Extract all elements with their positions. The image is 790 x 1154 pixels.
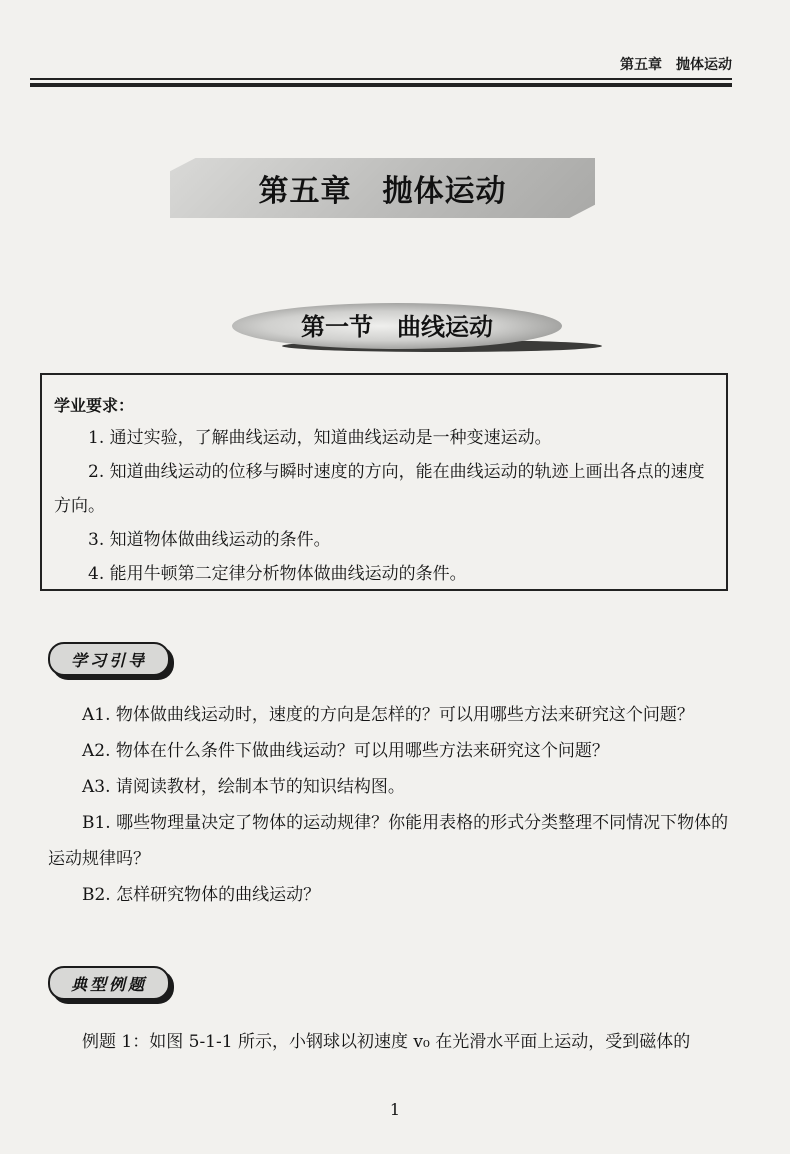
requirements-box <box>40 373 728 591</box>
running-header-title: 第五章 抛体运动 <box>620 57 732 73</box>
requirement-item: 3. 知道物体做曲线运动的条件。 <box>88 530 331 550</box>
guide-question: A2. 物体在什么条件下做曲线运动？可以用哪些方法来研究这个问题？ <box>82 741 609 761</box>
section-title: 第一节 曲线运动 <box>301 312 493 341</box>
guide-question: B1. 哪些物理量决定了物体的运动规律？你能用表格的形式分类整理不同情况下物体的运动规律吗？ <box>48 813 729 869</box>
requirements-heading: 学业要求： <box>54 396 135 415</box>
chapter-title: 第五章 抛体运动 <box>258 174 507 209</box>
header-rule <box>30 78 732 80</box>
requirement-item: 1. 通过实验，了解曲线运动，知道曲线运动是一种变速运动。 <box>88 428 552 448</box>
typical-examples-badge: 典型例题 <box>48 966 170 1000</box>
study-guide-questions <box>48 697 740 913</box>
requirement-item: 4. 能用牛顿第二定律分析物体做曲线运动的条件。 <box>88 564 467 584</box>
running-header <box>30 48 732 88</box>
page-number: 1 <box>389 1100 401 1119</box>
guide-question: B2. 怎样研究物体的曲线运动？ <box>82 885 321 905</box>
example-section <box>48 1024 740 1060</box>
header-rule-thick <box>30 83 732 87</box>
requirement-item: 2. 知道曲线运动的位移与瞬时速度的方向，能在曲线运动的轨迹上画出各点的速度方向。 <box>54 462 705 516</box>
example-1-text: 例题 1：如图 5-1-1 所示，小钢球以初速度 v₀ 在光滑水平面上运动，受到磁体的 <box>82 1032 691 1052</box>
guide-question: A1. 物体做曲线运动时，速度的方向是怎样的？可以用哪些方法来研究这个问题？ <box>82 705 694 725</box>
study-guide-badge: 学习引导 <box>48 642 170 676</box>
guide-question: A3. 请阅读教材，绘制本节的知识结构图。 <box>82 777 405 797</box>
